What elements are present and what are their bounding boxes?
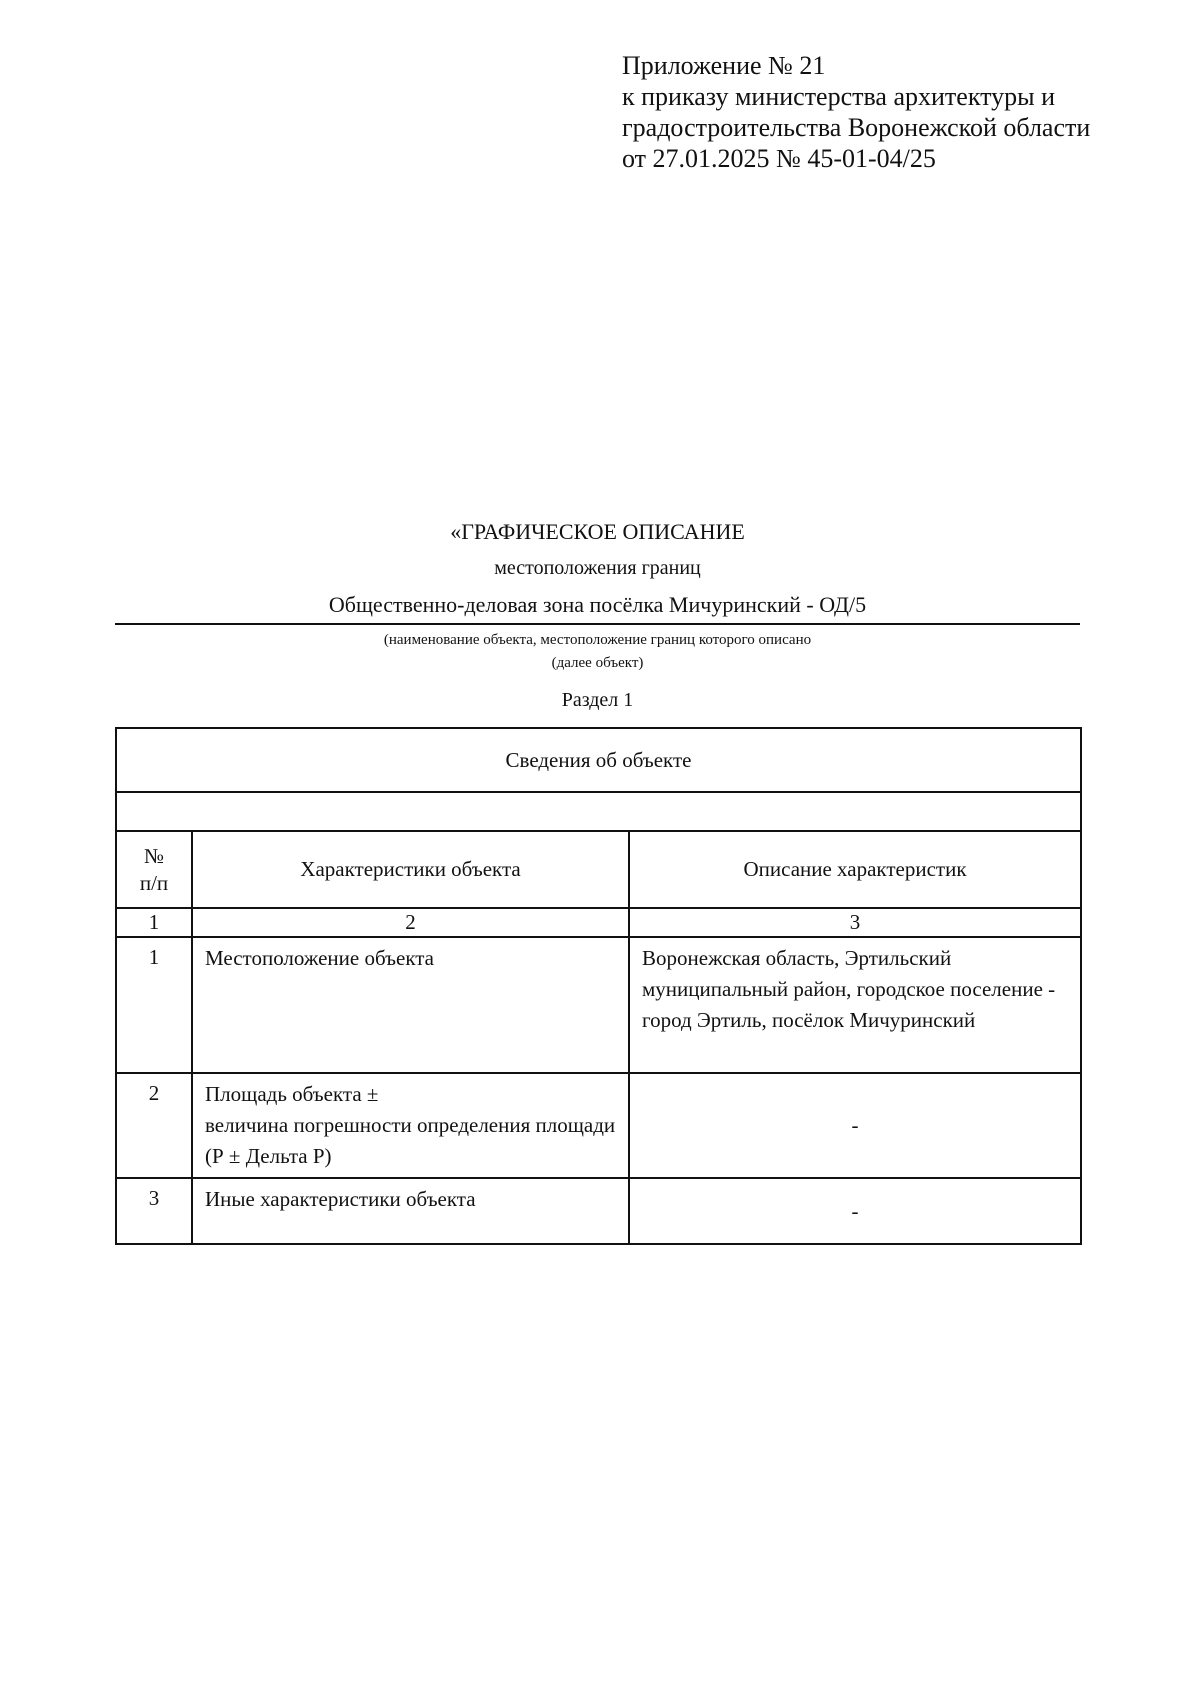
col-number: 3 [629, 908, 1081, 937]
column-number-row [116, 908, 1081, 937]
caption-line-2: (далее объект) [551, 655, 644, 671]
row-description: - [629, 1073, 1081, 1178]
col-number: 1 [116, 908, 192, 937]
row-description: - [629, 1178, 1081, 1244]
blank-cell [116, 792, 1081, 831]
row-characteristic: Иные характеристики объекта [192, 1178, 629, 1244]
table-row [116, 1073, 1081, 1178]
col-header-number: № п/п [116, 831, 192, 908]
document-subtitle: местоположения границ [494, 557, 701, 579]
title-block [115, 518, 1080, 713]
row-description: Воронежская область, Эртильский муниципальный район, городское поселение - город Эртиль, посёлок Мичуринский [629, 937, 1081, 1073]
col-header-characteristic: Характеристики объекта [192, 831, 629, 908]
row-number: 2 [116, 1073, 192, 1178]
document-title: «ГРАФИЧЕСКОЕ ОПИСАНИЕ [450, 519, 745, 544]
column-header-row [116, 831, 1081, 908]
object-name-caption [115, 629, 1080, 675]
annex-order-line: к приказу министерства архитектуры и [622, 82, 1056, 111]
row-characteristic: Местоположение объекта [192, 937, 629, 1073]
annex-header [622, 50, 1090, 174]
blank-row [116, 792, 1081, 831]
row-number: 1 [116, 937, 192, 1073]
annex-number: Приложение № 21 [622, 51, 826, 80]
section-label: Раздел 1 [561, 689, 634, 711]
col-number: 2 [192, 908, 629, 937]
annex-date-line: от 27.01.2025 № 45-01-04/25 [622, 144, 936, 173]
table-row [116, 1178, 1081, 1244]
col-header-description: Описание характеристик [629, 831, 1081, 908]
row-number: 3 [116, 1178, 192, 1244]
table-header: Сведения об объекте [116, 728, 1081, 792]
object-name: Общественно-деловая зона посёлка Мичуринский - ОД/5 [115, 591, 1080, 625]
row-characteristic: Площадь объекта ± величина погрешности определения площади (Р ± Дельта Р) [192, 1073, 629, 1178]
caption-line-1: (наименование объекта, местоположение границ которого описано [383, 632, 812, 648]
object-info-table [115, 727, 1082, 1245]
table-row [116, 937, 1081, 1073]
annex-ministry-line: градостроительства Воронежской области [622, 113, 1091, 142]
